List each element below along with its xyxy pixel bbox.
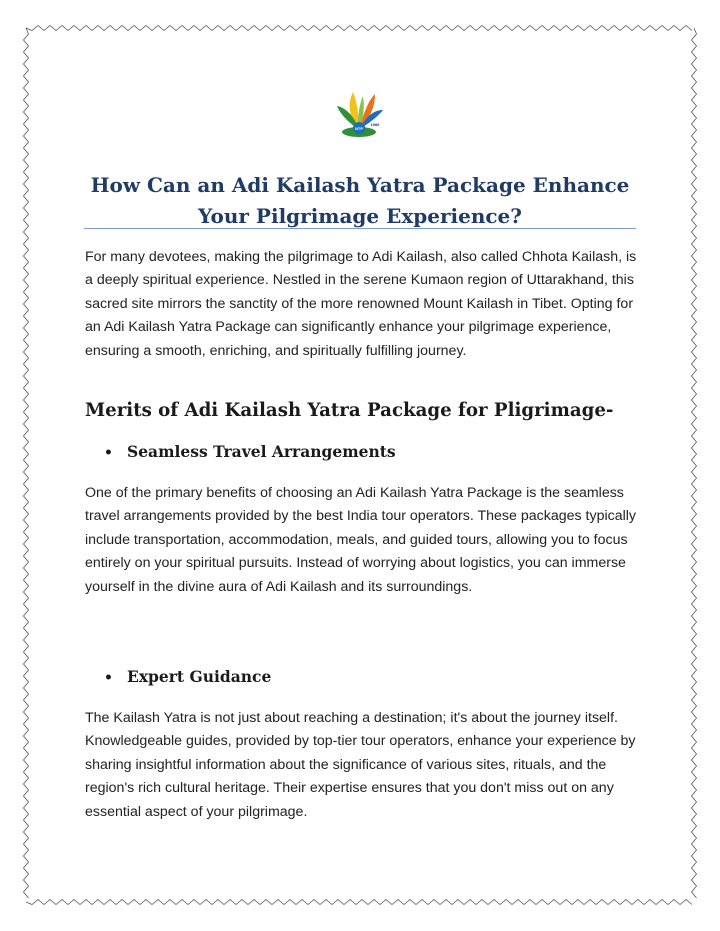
svg-text:1986: 1986 — [370, 122, 380, 127]
logo-text-mark: NTP — [355, 126, 363, 131]
lotus-logo-icon — [333, 84, 385, 140]
bullet-icon: • — [104, 445, 113, 461]
intro-paragraph: For many devotees, making the pilgrimage to Adi Kailash, also called Chhota Kailash, is a deeply spiritual experience. Nestled in the serene Kumaon region of Uttarakhand, this sacred site mirrors the sanctity of the more renowned Mount Kailash in Tibet. Opting for an Adi Kailash Yatra Package can significantly enhance your pilgrimage experience, ensuring a smooth, enriching, and spiritually fulfilling journey. — [85, 249, 637, 359]
section-heading: Merits of Adi Kailash Yatra Package for Pligrimage- — [85, 400, 614, 421]
bullet-point-1 — [104, 440, 624, 465]
bullet-point-2 — [104, 665, 624, 690]
point-heading: Expert Guidance — [127, 667, 272, 686]
point-paragraph: The Kailash Yatra is not just about reaching a destination; it's about the journey itself. Knowledgeable guides, provided by top-tier tour operators, enhance your experience by sharing insightful information about the significance of various sites, rituals, and the region's rich cultural heritage. Their expertise ensures that you don't miss out on any essential aspect of your pilgrimage. — [85, 710, 636, 820]
page-title: How Can an Adi Kailash Yatra Package Enhance Your Pilgrimage Experience? — [90, 173, 630, 228]
title-divider — [84, 228, 636, 229]
bullet-icon: • — [104, 670, 113, 686]
point-paragraph: One of the primary benefits of choosing an Adi Kailash Yatra Package is the seamless travel arrangements provided by the best India tour operators. These packages typically include transportation, accommodation, meals, and guided tours, allowing you to focus entirely on your spiritual pursuits. Instead of worrying about logistics, you can immerse yourself in the divine aura of Adi Kailash and its surroundings. — [85, 485, 636, 595]
point-heading: Seamless Travel Arrangements — [127, 442, 396, 461]
